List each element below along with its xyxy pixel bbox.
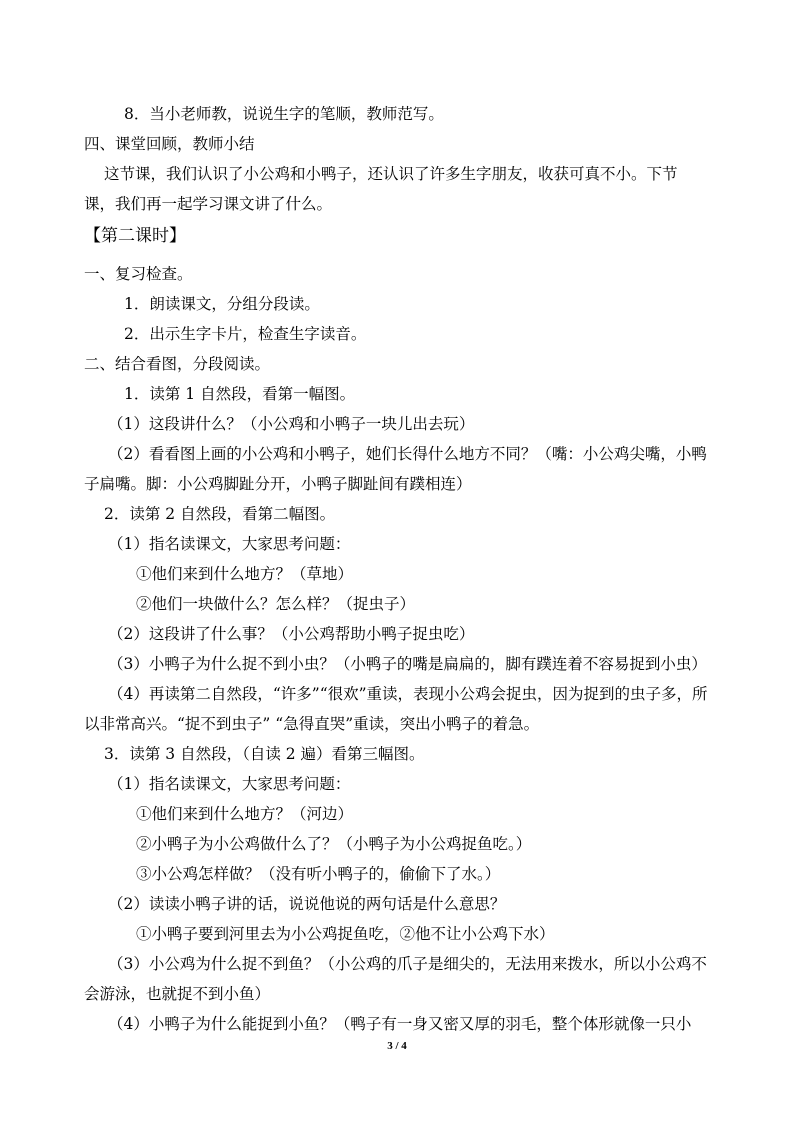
list-item: 1．读第 1 自然段，看第一幅图。 [124,385,356,403]
sub-item: （1）指名读课文，大家思考问题： [108,535,351,553]
sub-item: （4）再读第二自然段，“许多”“很欢”重读，表现小公鸡会捉虫，因为捉到的虫子多，所 [108,685,708,703]
paragraph-line: 这节课，我们认识了小公鸡和小鸭子，还认识了许多生字朋友，收获可真不小。下节 [104,165,678,183]
section-heading: 四、课堂回顾，教师小结 [84,135,255,153]
nested-item: ②他们一块做什么？怎么样？（捉虫子） [136,595,416,613]
paragraph-line: 课，我们再一起学习课文讲了什么。 [84,195,333,213]
nested-item: ①小鸭子要到河里去为小公鸡捉鱼吃，②他不让小公鸡下水） [136,925,555,943]
sub-item-continuation: 子扁嘴。脚：小公鸡脚趾分开，小鸭子脚趾间有蹼相连） [84,475,472,493]
sub-item-continuation: 以非常高兴。“捉不到虫子” “急得直哭”重读，突出小鸭子的着急。 [84,715,540,733]
page-number: 3 / 4 [387,1040,407,1052]
sub-item: （3）小公鸡为什么捉不到鱼？（小公鸡的爪子是细尖的，无法用来拨水，所以小公鸡不 [108,955,707,973]
sub-item: （4）小鸭子为什么能捉到小鱼？（鸭子有一身又密又厚的羽毛，整个体形就像一只小 [108,1015,692,1033]
section-heading: 一、复习检查。 [84,265,193,283]
sub-item: （2）看看图上画的小公鸡和小鸭子，她们长得什么地方不同？（嘴：小公鸡尖嘴，小鸭 [108,445,707,463]
sub-item: （3）小鸭子为什么捉不到小虫？（小鸭子的嘴是扁扁的，脚有蹼连着不容易捉到小虫） [108,655,707,673]
list-item: 2．读第 2 自然段，看第二幅图。 [104,505,336,523]
nested-item: ①他们来到什么地方？（河边） [136,805,354,823]
list-item: 3．读第 3 自然段，（自读 2 遍）看第三幅图。 [104,745,425,763]
list-item: 1．朗读课文，分组分段读。 [124,295,320,313]
nested-item: ③小公鸡怎样做？（没有听小鸭子的，偷偷下了水。） [136,865,501,883]
sub-item: （2）读读小鸭子讲的话，说说他说的两句话是什么意思？ [108,895,506,913]
list-item: 2．出示生字卡片，检查生字读音。 [124,325,367,343]
sub-item-continuation: 会游泳，也就捉不到小鱼） [84,985,271,1003]
section-heading: 二、结合看图，分段阅读。 [84,355,271,373]
text-line: 8．当小老师教，说说生字的笔顺，教师范写。 [124,105,444,123]
lesson-heading: 【第二课时】 [84,226,186,246]
nested-item: ②小鸭子为小公鸡做什么了？（小鸭子为小公鸡捉鱼吃。） [136,835,532,853]
sub-item: （1）指名读课文，大家思考问题： [108,775,351,793]
nested-item: ①他们来到什么地方？（草地） [136,565,354,583]
sub-item: （1）这段讲什么？（小公鸡和小鸭子一块儿出去玩） [108,415,475,433]
sub-item: （2）这段讲了什么事？（小公鸡帮助小鸭子捉虫吃） [108,625,475,643]
